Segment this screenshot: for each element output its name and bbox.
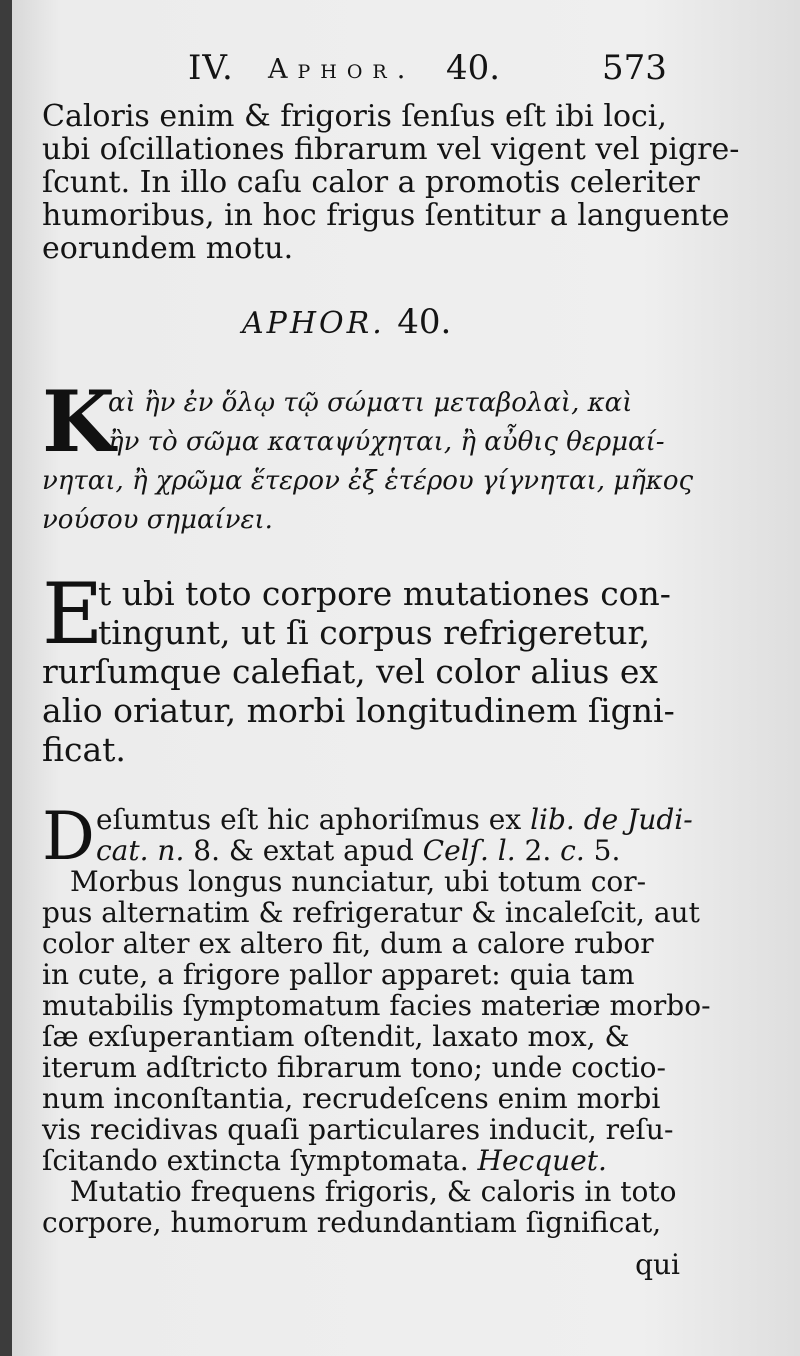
text-line: vis recidivas quaſi particulares inducit, reſu- xyxy=(42,1113,674,1146)
text-line: eorundem motu. xyxy=(42,231,294,266)
text-line: ſcunt. In illo caſu calor a promotis celeriter xyxy=(42,165,700,200)
text-run: eſumtus eſt hic aphoriſmus ex xyxy=(96,803,531,836)
text-run: 2. xyxy=(515,834,561,867)
text-run: 8. & extat apud xyxy=(184,834,423,867)
citation-italic: c. xyxy=(560,834,585,867)
text-line: corpore, humorum redundantiam ſignificat, xyxy=(42,1206,662,1239)
author-attribution: Hecquet. xyxy=(477,1144,607,1177)
text-line: num inconſtantia, recrudeſcens enim morbi xyxy=(42,1082,661,1115)
running-head-section: IV. xyxy=(188,48,234,88)
greek-text xyxy=(42,384,694,540)
text-run: ſcitando extincta ſymptomata. xyxy=(42,1144,478,1177)
text-line: tingunt, ut ſi corpus refrigeretur, xyxy=(98,613,651,652)
citation-italic: lib. de Judi- xyxy=(530,803,693,836)
text-line: Morbus longus nunciatur, ubi totum cor- xyxy=(70,865,647,898)
commentary-dropcap: D xyxy=(42,798,95,875)
greek-dropcap: K xyxy=(42,372,116,471)
running-head-number: 40. xyxy=(446,48,501,88)
text-run: 5. xyxy=(584,834,621,867)
text-line: ubi oſcillationes fibrarum vel vigent vel pigre- xyxy=(42,132,740,167)
text-line: νηται, ἢ χρῶμα ἕτερον ἐξ ἑτέρου γίγνηται, μῆκος xyxy=(42,466,694,496)
text-line: ſæ exſuperantiam oſtendit, laxato mox, & xyxy=(42,1020,630,1053)
text-line xyxy=(42,1145,682,1176)
text-line: Mutatio frequens frigoris, & caloris in toto xyxy=(70,1175,677,1208)
text-line: humoribus, in hoc frigus ſentitur a languente xyxy=(42,198,730,233)
running-head-title: Aphor. xyxy=(268,54,416,85)
text-line: νούσου σημαίνει. xyxy=(42,505,273,535)
text-line: rurſumque calefiat, vel color alius ex xyxy=(42,652,658,691)
citation-italic: Celſ. l. xyxy=(422,834,516,867)
catchword: qui xyxy=(635,1248,680,1281)
citation-italic: cat. n. xyxy=(96,834,185,867)
text-line: Caloris enim & frigoris ſenſus eſt ibi loci, xyxy=(42,99,667,134)
text-line: alio oriatur, morbi longitudinem ſigni- xyxy=(42,691,675,730)
latin-translation xyxy=(42,565,682,769)
book-page xyxy=(12,0,800,1356)
text-line: color alter ex altero fit, dum a calore rubor xyxy=(42,927,654,960)
aphorism-heading xyxy=(242,302,451,342)
page-number: 573 xyxy=(602,48,667,88)
paragraph-top xyxy=(42,99,740,266)
text-line: mutabilis ſymptomatum facies materiæ morbo- xyxy=(42,989,711,1022)
aphorism-heading-label: APHOR. xyxy=(242,306,385,341)
latin-dropcap: E xyxy=(42,565,104,663)
text-line: pus alternatim & refrigeratur & incaleſcit, aut xyxy=(42,896,700,929)
text-line xyxy=(42,803,693,836)
text-line: t ubi toto corpore mutationes con- xyxy=(98,574,671,613)
text-line: ἢν τὸ σῶμα καταψύχηται, ἢ αὖθις θερμαί- xyxy=(108,427,665,457)
book-gutter xyxy=(0,0,12,1356)
running-head xyxy=(12,48,800,92)
text-line: in cute, a frigore pallor apparet: quia tam xyxy=(42,958,635,991)
commentary-text xyxy=(42,798,711,1239)
text-line: ficat. xyxy=(42,730,126,769)
text-line: iterum adſtricto fibrarum tono; unde coctio- xyxy=(42,1051,666,1084)
aphorism-heading-number: 40. xyxy=(397,302,452,342)
text-line: αὶ ἢν ἐν ὅλῳ τῷ σώματι μεταβολαὶ, καὶ xyxy=(108,388,633,418)
text-line xyxy=(42,835,682,866)
